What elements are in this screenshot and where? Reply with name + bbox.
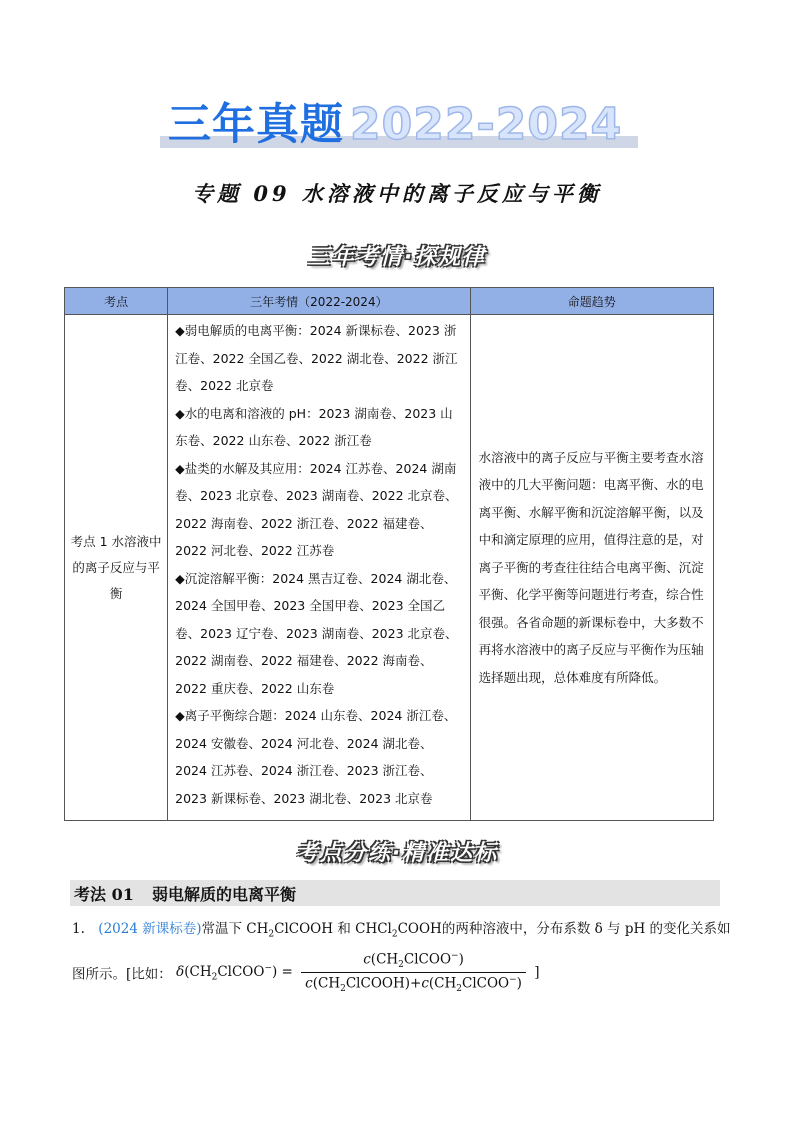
question-line2-prefix: 图所示。[比如： [72,966,172,983]
section-header-trends: 三年考情·探规律 [307,245,487,270]
banner-main-text: 三年真题 [168,100,344,150]
question-line2-suffix: ] [534,964,540,981]
fraction-denominator: $c(CH_2ClCOOH)+c(CH_2ClCOO^-)$ [305,975,522,995]
method-title: 弱电解质的电离平衡 [152,885,297,904]
question-text-middle: 的两种溶液中，分布系数 δ 与 pH 的变化关系如 [441,921,731,937]
trend-text: 水溶液中的离子反应与平衡主要考查水溶液中的几大平衡问题：电离平衡、水的电离平衡、水解平衡和沉淀溶解平衡，以及中和滴定原理的应用，值得注意的是，对离子平衡的考查往往结合电离平衡、沉淀平衡、化学平衡等问题进行考查，综合性很强。各省命题的新课标卷中，大多数不再将水溶液中的离子反应与平衡作为压轴选择题出现，总体难度有所降低。 [478,449,704,685]
question-line-1 [72,916,752,948]
banner [160,96,638,160]
condition-item: ◆沉淀溶解平衡：2024 黑吉辽卷、2024 湖北卷、2024 全国甲卷、2023 全国甲卷、2023 全国乙卷、2023 辽宁卷、2023 湖南卷、2023 北京卷、2022 湖南卷、2022 福建卷、2022 海南卷、2022 重庆卷、2022 山东卷 [175,570,458,696]
question-source-link[interactable]: (2024 新课标卷) [98,921,202,937]
formula-chcl2cooh: CHCl$_2$COOH [355,921,442,940]
fraction [301,951,526,994]
header-conditions: 三年考情（2022-2024） [168,288,470,315]
table-header-row [65,288,714,315]
fraction-numerator: $c(CH_2ClCOO^-)$ [301,951,526,973]
method-heading [70,880,720,906]
banner-years-text: 2022-2024 [350,99,623,150]
section-header-practice: 考点分练·精准达标 [295,841,499,866]
header-trend: 命题趋势 [470,288,713,315]
conditions-cell [168,315,470,821]
condition-item: ◆水的电离和溶液的 pH：2023 湖南卷、2023 山东卷、2022 山东卷、2022 浙江卷 [175,405,453,448]
question-and: 和 [337,921,351,937]
condition-item: ◆离子平衡综合题：2024 山东卷、2024 浙江卷、2024 安徽卷、2024 河北卷、2024 湖北卷、2024 江苏卷、2024 浙江卷、2023 浙江卷、2023 新课标卷、2023 湖北卷、2023 北京卷 [175,708,457,806]
condition-item: ◆盐类的水解及其应用：2024 江苏卷、2024 湖南卷、2023 北京卷、2023 湖南卷、2022 北京卷、2022 海南卷、2022 浙江卷、2022 福建卷、2022 河北卷、2022 江苏卷 [175,460,458,558]
question-number: 1. [72,921,85,937]
table-row [65,315,714,821]
point-cell [65,315,168,821]
delta-expression: $\delta(CH_2ClCOO^-)$ = [176,963,293,983]
exam-trend-table [64,287,714,821]
condition-item: ◆弱电解质的电离平衡：2024 新课标卷、2023 浙江卷、2022 全国乙卷、2022 湖北卷、2022 浙江卷、2022 北京卷 [175,323,458,393]
question-line-2 [72,951,540,994]
question-text-before: 常温下 [201,921,242,937]
header-point: 考点 [65,288,168,315]
formula-ch2clcooh: $CH_2ClCOOH$ [246,921,334,940]
topic-title: 专题 09 水溶液中的离子反应与平衡 [192,181,602,206]
method-number: 考法 01 [74,885,134,904]
trend-cell [470,315,713,821]
point-text: 考点 1 水溶液中的离子反应与平衡 [70,533,162,601]
